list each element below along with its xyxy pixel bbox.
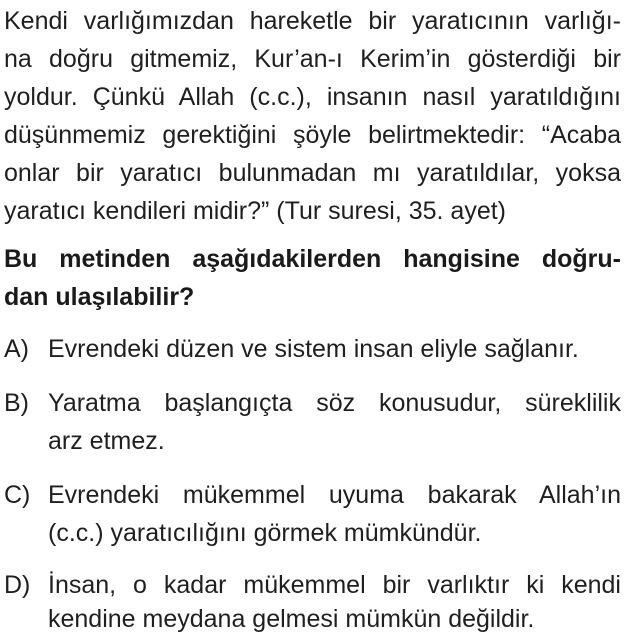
option-text: arz etmez. xyxy=(48,427,165,455)
option-text: İnsan, o kadar mükemmel bir varlıktır ki kendi xyxy=(48,571,621,599)
option-text: Evrendeki düzen ve sistem insan eliyle sağlanır. xyxy=(48,335,579,363)
option-text: (c.c.) yaratıcılığını görmek mümkündür. xyxy=(48,519,482,547)
question-line: Bu metinden aşağıdakilerden hangisine doğru- xyxy=(4,245,621,273)
passage-line: düşünmemiz gerektiğini şöyle belirtmektedir: “Acaba xyxy=(4,121,621,149)
option-letter: D) xyxy=(4,571,31,599)
option-letter: B) xyxy=(4,389,29,417)
question-line: dan ulaşılabilir? xyxy=(4,283,195,311)
option-text: kendine meydana gelmesi mümkün değildir. xyxy=(48,605,535,633)
passage-line: onlar bir yaratıcı bulunmadan mı yaratıldılar, yoksa xyxy=(4,159,621,187)
passage-line: Kendi varlığımızdan hareketle bir yaratıcının varlığı- xyxy=(4,7,621,35)
option-text: Evrendeki mükemmel uyuma bakarak Allah’ın xyxy=(48,481,621,509)
option-letter: C) xyxy=(4,481,31,509)
option-text: Yaratma başlangıçta söz konusudur, süreklilik xyxy=(48,389,621,417)
option-letter: A) xyxy=(4,335,29,363)
passage-line: na doğru gitmemiz, Kur’an-ı Kerim’in gösterdiği bir xyxy=(4,45,621,73)
passage-line: yaratıcı kendileri midir?” (Tur suresi, 35. ayet) xyxy=(4,197,507,225)
passage-line: yoldur. Çünkü Allah (c.c.), insanın nasıl yaratıldığını xyxy=(4,83,621,111)
